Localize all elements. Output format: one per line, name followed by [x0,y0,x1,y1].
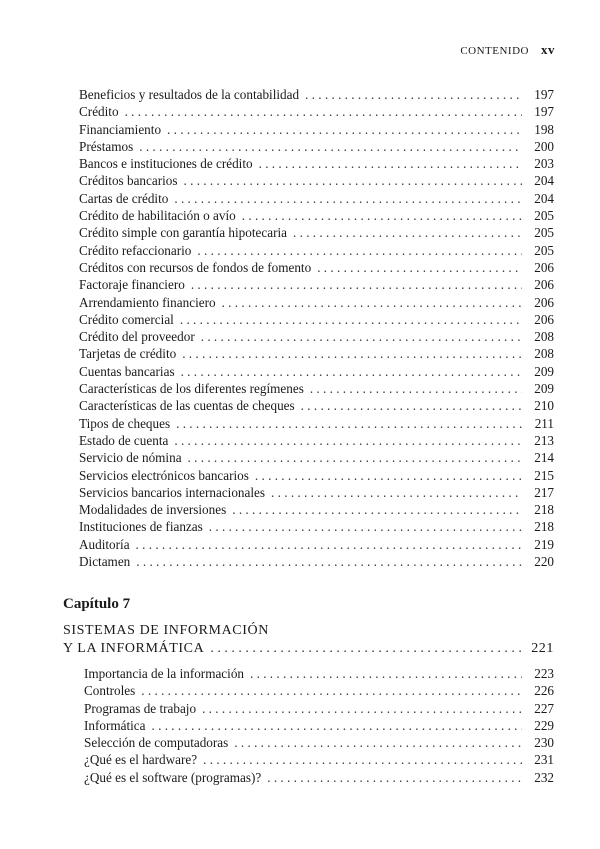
toc-entry-label: Programas de trabajo [84,700,197,716]
toc-entry [79,345,554,362]
toc-entry-label: Crédito refaccionario [79,242,192,258]
toc-entry-label: Servicio de nómina [79,450,182,466]
toc-entry-label: Dictamen [79,554,131,570]
toc-entry [79,536,554,553]
toc-entry-page: 210 [534,398,554,414]
leader-dots [174,190,522,207]
toc-entry [79,432,554,449]
chapter-title-line1: SISTEMAS DE INFORMACIÓN [63,623,269,638]
toc-entry-page: 197 [534,104,554,120]
toc-entry [79,103,554,120]
toc-entry [79,484,554,501]
toc-entry [79,224,554,241]
toc-entry-page: 223 [534,666,554,681]
toc-entry [84,769,554,786]
toc-entry-label: Cartas de crédito [79,190,169,206]
toc-entry [79,467,554,484]
toc-entry [79,121,554,138]
toc-entry-label: Características de los diferentes regímenes [79,381,304,397]
toc-entry-page: 206 [534,311,554,327]
toc-entry-page: 204 [534,173,554,189]
toc-entry-page: 197 [534,87,554,102]
toc-entry-page: 200 [534,138,554,154]
toc-entry-page: 220 [534,554,554,570]
toc-entry-label: Crédito del proveedor [79,329,195,345]
toc-entry-label: Arrendamiento financiero [79,294,216,310]
leader-dots [152,717,522,734]
toc-entry-page: 198 [534,121,554,137]
chapter-title-line2: Y LA INFORMÁTICA [63,641,205,656]
toc-entry-page: 208 [534,329,554,345]
leader-dots [180,311,522,328]
leader-dots [234,734,522,751]
chapter-title-row [63,640,554,658]
leader-dots [232,501,522,518]
toc-entry-label: Tarjetas de crédito [79,346,177,362]
toc-entry-label: Instituciones de fianzas [79,519,203,535]
toc-entry [79,501,554,518]
toc-entry [79,328,554,345]
toc-entry-label: Tipos de cheques [79,415,171,431]
toc-entry-page: 226 [534,683,554,699]
toc-entry-label: Factoraje financiero [79,277,185,293]
toc-entry-label: Crédito comercial [79,311,174,327]
toc-entry-label: Servicios electrónicos bancarios [79,467,249,483]
toc-entry [79,397,554,414]
leader-dots [139,138,522,155]
toc-entry [84,734,554,751]
leader-dots [203,751,522,768]
toc-entry-page: 206 [534,294,554,310]
toc-entry [79,138,554,155]
toc-entry-page: 219 [534,536,554,552]
leader-dots [188,449,522,466]
leader-dots [209,518,522,535]
toc-entry-label: Informática [84,717,146,733]
toc-entry [79,449,554,466]
leader-dots [197,242,522,259]
toc-entry [79,415,554,432]
toc-entry [84,682,554,699]
leader-dots [136,536,522,553]
toc-entry-label: Créditos bancarios [79,173,178,189]
toc-entry [79,242,554,259]
toc-entry-page: 230 [534,735,554,751]
toc-entry-page: 209 [534,381,554,397]
leader-dots [317,259,522,276]
leader-dots [250,665,522,682]
leader-dots [184,172,522,189]
chapter-page-number: 221 [531,641,554,656]
toc-entry [79,311,554,328]
leader-dots [301,397,522,414]
toc-entry-page: 205 [534,208,554,224]
leader-dots [222,294,522,311]
toc-entry [79,518,554,535]
toc-entry [79,259,554,276]
leader-dots [210,640,522,658]
toc-entry-label: Importancia de la información [84,666,245,681]
leader-dots [293,224,522,241]
toc-entry-label: Crédito [79,104,119,120]
toc-entry-page: 218 [534,519,554,535]
toc-entry [79,294,554,311]
leader-dots [141,682,522,699]
toc-entry [79,172,554,189]
toc-entry-page: 227 [534,700,554,716]
toc-entry [79,86,554,103]
leader-dots [167,121,522,138]
leader-dots [181,363,522,380]
leader-dots [242,207,522,224]
toc-entry-label: Servicios bancarios internacionales [79,484,266,500]
leader-dots [310,380,522,397]
toc-entry-page: 206 [534,259,554,275]
toc-entry-page: 229 [534,717,554,733]
toc-entry-page: 204 [534,190,554,206]
toc-entry-page: 211 [534,415,554,431]
toc-entry-label: Características de las cuentas de cheques [79,398,295,414]
toc-entry [84,700,554,717]
toc-entry-label: Controles [84,683,136,699]
toc-entry [79,363,554,380]
toc-entry-page: 205 [534,242,554,258]
leader-dots [191,276,522,293]
chapter-label: Capítulo 7 [63,596,131,612]
toc-entry-label: Modalidades de inversiones [79,502,227,518]
toc-entry-page: 232 [534,769,554,785]
toc-entry-label: Beneficios y resultados de la contabilidad [79,87,300,102]
toc-entry [79,190,554,207]
toc-entry [84,751,554,768]
leader-dots [267,769,522,786]
toc-entry-page: 231 [534,752,554,768]
toc-entry-label: Crédito simple con garantía hipotecaria [79,225,287,241]
toc-entry-page: 213 [534,432,554,448]
toc-entry-page: 208 [534,346,554,362]
leader-dots [202,700,522,717]
toc-entry-page: 203 [534,156,554,172]
leader-dots [271,484,522,501]
toc-entry [79,553,554,570]
running-header [460,42,555,58]
leader-dots [201,328,522,345]
header-section: CONTENIDO [460,45,529,57]
toc-entry-page: 217 [534,484,554,500]
toc-entry-label: Auditoría [79,536,130,552]
leader-dots [136,553,522,570]
toc-entry-page: 215 [534,467,554,483]
toc-entry [84,665,554,682]
leader-dots [125,103,522,120]
toc-entry-label: Créditos con recursos de fondos de fomento [79,259,312,275]
toc-entry [79,276,554,293]
leader-dots [174,432,522,449]
toc-entry-label: Bancos e instituciones de crédito [79,156,253,172]
toc-entry-page: 218 [534,502,554,518]
toc-entry-label: Cuentas bancarias [79,363,175,379]
toc-entry-page: 209 [534,363,554,379]
leader-dots [176,415,522,432]
toc-entry-label: Crédito de habilitación o avío [79,208,236,224]
toc-entry [79,207,554,224]
toc-entry [84,717,554,734]
toc-list [79,86,554,570]
header-page-number: xv [541,42,555,57]
leader-dots [255,467,522,484]
leader-dots [259,155,522,172]
toc-entry-label: ¿Qué es el hardware? [84,752,198,768]
leader-dots [305,86,522,103]
toc-entry-page: 205 [534,225,554,241]
chapter-title [63,622,554,658]
toc-entry-label: Financiamiento [79,121,162,137]
toc-entry-page: 206 [534,277,554,293]
toc-entry [79,380,554,397]
chapter-toc-list [84,665,554,786]
toc-entry-page: 214 [534,450,554,466]
toc-entry-label: Préstamos [79,138,134,154]
toc-entry-label: Estado de cuenta [79,432,169,448]
leader-dots [182,345,522,362]
toc-entry-label: Selección de computadoras [84,735,229,751]
toc-entry-label: ¿Qué es el software (programas)? [84,769,262,785]
toc-entry [79,155,554,172]
